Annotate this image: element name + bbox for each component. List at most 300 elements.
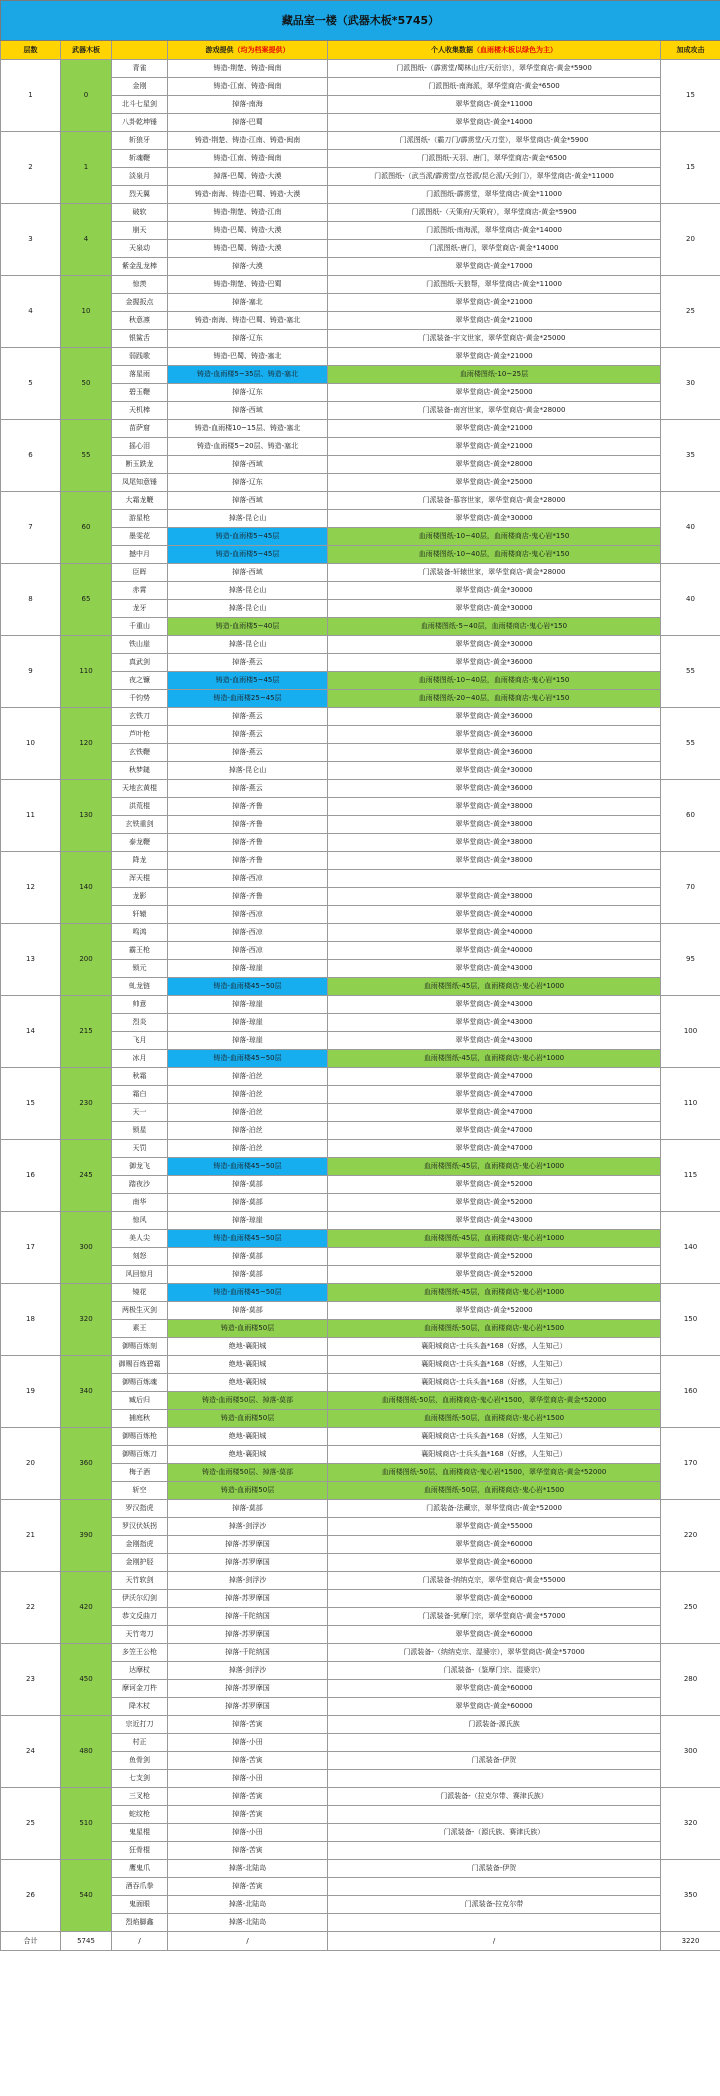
weapon-name: 撼中月	[112, 546, 168, 564]
personal-source	[328, 1842, 661, 1860]
weapon-name: 臣晖	[112, 564, 168, 582]
game-source: 掉落-苦寅	[168, 1842, 328, 1860]
personal-source: 门派装备-法藏宗，翠华堂商店-黄金*52000	[328, 1500, 661, 1518]
game-source: 掉落-剑浮沙	[168, 1518, 328, 1536]
weapon-name: 宗近打刀	[112, 1716, 168, 1734]
board-cell: 50	[61, 348, 112, 420]
weapon-name: 达摩杖	[112, 1662, 168, 1680]
header-game-label: 游戏提供	[205, 45, 234, 54]
personal-source: 翠华堂商店-黄金*47000	[328, 1104, 661, 1122]
game-source: 掉落-苏罗摩国	[168, 1536, 328, 1554]
weapon-name: 斩空	[112, 1482, 168, 1500]
personal-source: 翠华堂商店-黄金*38000	[328, 816, 661, 834]
level-cell: 23	[1, 1644, 61, 1716]
game-source: 掉落-琼崖	[168, 1212, 328, 1230]
weapon-name: 风回惊月	[112, 1266, 168, 1284]
weapon-name: 蛇纹枪	[112, 1806, 168, 1824]
personal-source: 门派装备-犹摩门宗，翠华堂商店-黄金*57000	[328, 1608, 661, 1626]
weapon-name: 鬼面眼	[112, 1896, 168, 1914]
board-cell: 390	[61, 1500, 112, 1572]
table-row	[1, 780, 720, 798]
personal-source: 翠华堂商店-黄金*52000	[328, 1194, 661, 1212]
board-cell: 215	[61, 996, 112, 1068]
personal-source: 翠华堂商店-黄金*21000	[328, 348, 661, 366]
game-source: 铸造-南海、铸造-巴蜀、铸造-大漠	[168, 186, 328, 204]
personal-source: 翠华堂商店-黄金*36000	[328, 744, 661, 762]
game-source: 绝地-襄阳城	[168, 1356, 328, 1374]
game-source: 掉落-西域	[168, 492, 328, 510]
personal-source: 翠华堂商店-黄金*38000	[328, 834, 661, 852]
game-source: 掉落-莫部	[168, 1302, 328, 1320]
personal-source: 翠华堂商店-黄金*60000	[328, 1626, 661, 1644]
attack-cell: 220	[661, 1500, 720, 1572]
weapon-name: 鹰鬼爪	[112, 1860, 168, 1878]
table-row	[1, 708, 720, 726]
weapon-name: 锁元	[112, 960, 168, 978]
board-cell: 510	[61, 1788, 112, 1860]
game-source: 掉落-西凉	[168, 906, 328, 924]
personal-source	[328, 1914, 661, 1932]
level-cell: 19	[1, 1356, 61, 1428]
game-source: 掉落-齐鲁	[168, 798, 328, 816]
board-cell: 55	[61, 420, 112, 492]
weapon-name: 真武剑	[112, 654, 168, 672]
personal-source: 门派图纸-（天策府/天策府），翠华堂商店-黄金*5900	[328, 204, 661, 222]
attack-cell: 15	[661, 60, 720, 132]
personal-source: 翠华堂商店-黄金*43000	[328, 1212, 661, 1230]
table-row	[1, 1644, 720, 1662]
weapon-name: 千钧势	[112, 690, 168, 708]
page-title: 藏品室一楼（武器木板*5745）	[1, 1, 720, 41]
personal-source: 门派装备-慕容世家，翠华堂商店-黄金*28000	[328, 492, 661, 510]
personal-source: 血雨楼图纸-50层，血雨楼商店-鬼心岩*1500	[328, 1410, 661, 1428]
weapon-name: 轩辕	[112, 906, 168, 924]
table-row	[1, 420, 720, 438]
weapon-name: 三叉枪	[112, 1788, 168, 1806]
personal-source: 翠华堂商店-黄金*55000	[328, 1518, 661, 1536]
weapon-name: 金刚护胫	[112, 1554, 168, 1572]
weapon-name: 美人尖	[112, 1230, 168, 1248]
personal-source: 翠华堂商店-黄金*40000	[328, 924, 661, 942]
game-source: 掉落-昆仑山	[168, 762, 328, 780]
attack-cell: 140	[661, 1212, 720, 1284]
personal-source: 翠华堂商店-黄金*43000	[328, 1014, 661, 1032]
personal-source: 血雨楼图纸-10~25层	[328, 366, 661, 384]
game-source: 铸造-血雨楼45~50层	[168, 978, 328, 996]
weapon-name: 苗萨窟	[112, 420, 168, 438]
game-source: 绝地-襄阳城	[168, 1446, 328, 1464]
game-source: 铸造-血雨楼5~45层	[168, 672, 328, 690]
game-source: 掉落-莫部	[168, 1176, 328, 1194]
table-row	[1, 1140, 720, 1158]
board-cell: 110	[61, 636, 112, 708]
game-source: 掉落-琼崖	[168, 996, 328, 1014]
weapon-name: 游星枪	[112, 510, 168, 528]
weapon-name: 鱼骨剑	[112, 1752, 168, 1770]
level-cell: 26	[1, 1860, 61, 1932]
personal-source: 翠华堂商店-黄金*11000	[328, 96, 661, 114]
weapon-name: 龙牙	[112, 600, 168, 618]
game-source: 铸造-血雨楼10~15层、铸造-塞北	[168, 420, 328, 438]
personal-source: 翠华堂商店-黄金*47000	[328, 1068, 661, 1086]
game-source: 掉落-苦寅	[168, 1878, 328, 1896]
personal-source: 翠华堂商店-黄金*25000	[328, 384, 661, 402]
footer-game: /	[168, 1932, 328, 1951]
personal-source: 门派装备-轩辕世家，翠华堂商店-黄金*28000	[328, 564, 661, 582]
weapon-name: 碧玉鞭	[112, 384, 168, 402]
personal-source: 血雨楼图纸-50层，血雨楼商店-鬼心岩*1500，翠华堂商店-黄金*52000	[328, 1464, 661, 1482]
personal-source: 门派图纸-天羽、唐门，翠华堂商店-黄金*6500	[328, 150, 661, 168]
personal-source: 翠华堂商店-黄金*21000	[328, 294, 661, 312]
personal-source: 血雨楼图纸-45层，血雨楼商店-鬼心岩*1000	[328, 1158, 661, 1176]
personal-source: 门派装备-（纳纳克宗、湿婆宗），翠华堂商店-黄金*57000	[328, 1644, 661, 1662]
attack-cell: 40	[661, 564, 720, 636]
personal-source: 门派装备-纳纳克宗，翠华堂商店-黄金*55000	[328, 1572, 661, 1590]
game-source: 掉落-剑浮沙	[168, 1572, 328, 1590]
weapon-name: 秋意凛	[112, 312, 168, 330]
game-source: 掉落-苏罗摩国	[168, 1698, 328, 1716]
footer-personal: /	[328, 1932, 661, 1951]
personal-source: 翠华堂商店-黄金*21000	[328, 312, 661, 330]
attack-cell: 55	[661, 636, 720, 708]
weapon-name: 飞月	[112, 1032, 168, 1050]
weapon-name: 镜花	[112, 1284, 168, 1302]
game-source: 掉落-苏罗摩国	[168, 1680, 328, 1698]
weapon-name: 玄铁刀	[112, 708, 168, 726]
weapon-name: 烈炎	[112, 1014, 168, 1032]
game-source: 掉落-齐鲁	[168, 852, 328, 870]
game-source: 掉落-琼崖	[168, 1014, 328, 1032]
personal-source: 翠华堂商店-黄金*36000	[328, 726, 661, 744]
game-source: 掉落-苦寅	[168, 1806, 328, 1824]
personal-source: 门派装备-源氏族	[328, 1716, 661, 1734]
game-source: 铸造-血雨楼5~35层、铸造-塞北	[168, 366, 328, 384]
personal-source: 翠华堂商店-黄金*43000	[328, 996, 661, 1014]
weapon-name: 天竹软剑	[112, 1572, 168, 1590]
personal-source: 门派装备-（拉克尔带、赛津氏族）	[328, 1788, 661, 1806]
weapon-name: 泰龙鞭	[112, 834, 168, 852]
table-row	[1, 924, 720, 942]
game-source: 铸造-血雨楼45~50层	[168, 1050, 328, 1068]
personal-source: 翠华堂商店-黄金*14000	[328, 114, 661, 132]
board-cell: 1	[61, 132, 112, 204]
header-game-note: （均为档案提供）	[233, 45, 290, 54]
weapon-name: 刻怒	[112, 1248, 168, 1266]
attack-cell: 35	[661, 420, 720, 492]
personal-source: 翠华堂商店-黄金*17000	[328, 258, 661, 276]
header-personal-label: 个人收集数据	[431, 45, 473, 54]
table-row	[1, 1212, 720, 1230]
attack-cell: 115	[661, 1140, 720, 1212]
footer-label: 合计	[1, 1932, 61, 1951]
footer-weapon: /	[112, 1932, 168, 1951]
game-source: 铸造-血雨楼25~45层	[168, 690, 328, 708]
personal-source: 翠华堂商店-黄金*60000	[328, 1698, 661, 1716]
game-source: 掉落-莫部	[168, 1266, 328, 1284]
weapon-name: 铁山崖	[112, 636, 168, 654]
personal-source: 门派装备-（源氏族、赛津氏族）	[328, 1824, 661, 1842]
header-board: 武器木板	[61, 41, 112, 60]
board-cell: 300	[61, 1212, 112, 1284]
table-row	[1, 132, 720, 150]
game-source: 铸造-南海、铸造-巴蜀、铸造-塞北	[168, 312, 328, 330]
weapon-name: 洪荒棍	[112, 798, 168, 816]
personal-source: 血雨楼图纸-50层，血雨楼商店-鬼心岩*1500	[328, 1482, 661, 1500]
weapon-name: 断玉跌龙	[112, 456, 168, 474]
header-row	[1, 41, 720, 60]
header-personal	[328, 41, 661, 60]
game-source: 掉落-西凉	[168, 942, 328, 960]
personal-source: 襄阳城商店-士兵头盔*168（好感，人生知己）	[328, 1356, 661, 1374]
weapon-name: 破软	[112, 204, 168, 222]
weapon-name: 御赐百炼碧霜	[112, 1356, 168, 1374]
weapon-name: 金刚	[112, 78, 168, 96]
personal-source: 襄阳城商店-士兵头盔*168（好感，人生知己）	[328, 1338, 661, 1356]
game-source: 掉落-苦寅	[168, 1752, 328, 1770]
game-source: 掉落-泊丝	[168, 1140, 328, 1158]
weapon-name: 大霜龙鞭	[112, 492, 168, 510]
board-cell: 200	[61, 924, 112, 996]
personal-source	[328, 1878, 661, 1896]
personal-source: 翠华堂商店-黄金*47000	[328, 1140, 661, 1158]
personal-source: 血雨楼图纸-45层，血雨楼商店-鬼心岩*1000	[328, 1284, 661, 1302]
personal-source: 翠华堂商店-黄金*52000	[328, 1248, 661, 1266]
weapon-name: 秋霜	[112, 1068, 168, 1086]
game-source: 铸造-血雨楼5~45层	[168, 528, 328, 546]
footer-row	[1, 1932, 720, 1951]
weapon-name: 御赐百炼刻	[112, 1338, 168, 1356]
game-source: 掉落-南海	[168, 96, 328, 114]
personal-source: 翠华堂商店-黄金*30000	[328, 762, 661, 780]
table-row	[1, 1356, 720, 1374]
game-source: 掉落-苦寅	[168, 1788, 328, 1806]
table-row	[1, 996, 720, 1014]
game-source: 绝地-襄阳城	[168, 1374, 328, 1392]
attack-cell: 320	[661, 1788, 720, 1860]
table-row	[1, 1788, 720, 1806]
game-source: 铸造-巴蜀、铸造-塞北	[168, 348, 328, 366]
level-cell: 21	[1, 1500, 61, 1572]
game-source: 掉落-泊丝	[168, 1086, 328, 1104]
game-source: 掉落-燕云	[168, 726, 328, 744]
game-source: 掉落-西凉	[168, 924, 328, 942]
game-source: 掉落-辽东	[168, 384, 328, 402]
table-row	[1, 852, 720, 870]
personal-source: 门派装备-伊贺	[328, 1860, 661, 1878]
personal-source: 翠华堂商店-黄金*40000	[328, 942, 661, 960]
board-cell: 245	[61, 1140, 112, 1212]
weapon-name: 恭文反曲刀	[112, 1608, 168, 1626]
table-row	[1, 1572, 720, 1590]
game-source: 铸造-血雨楼5~20层、铸造-塞北	[168, 438, 328, 456]
game-source: 掉落-辽东	[168, 330, 328, 348]
personal-source: 血雨楼图纸-20~40层，血雨楼商店-鬼心岩*150	[328, 690, 661, 708]
header-weapon	[112, 41, 168, 60]
game-source: 铸造-巴蜀、铸造-大漠	[168, 222, 328, 240]
game-source: 掉落-琼崖	[168, 960, 328, 978]
weapon-name: 踏夜沙	[112, 1176, 168, 1194]
weapon-name: 金握扳点	[112, 294, 168, 312]
weapon-name: 霜白	[112, 1086, 168, 1104]
weapon-name: 芦叶枪	[112, 726, 168, 744]
attack-cell: 25	[661, 276, 720, 348]
game-source: 掉落-苏罗摩国	[168, 1590, 328, 1608]
weapon-name: 帅意	[112, 996, 168, 1014]
level-cell: 17	[1, 1212, 61, 1284]
attack-cell: 100	[661, 996, 720, 1068]
game-source: 掉落-巴蜀、铸造-大漠	[168, 168, 328, 186]
weapon-name: 天地玄黄棍	[112, 780, 168, 798]
weapon-name: 御赐百炼刀	[112, 1446, 168, 1464]
weapon-name: 降龙	[112, 852, 168, 870]
game-source: 铸造-血雨楼5~40层	[168, 618, 328, 636]
personal-source: 翠华堂商店-黄金*47000	[328, 1086, 661, 1104]
game-source: 掉落-齐鲁	[168, 888, 328, 906]
game-source: 铸造-血雨楼50层	[168, 1410, 328, 1428]
personal-source: 翠华堂商店-黄金*28000	[328, 456, 661, 474]
attack-cell: 95	[661, 924, 720, 996]
game-source: 掉落-燕云	[168, 708, 328, 726]
game-source: 掉落-泊丝	[168, 1122, 328, 1140]
weapon-name: 天一	[112, 1104, 168, 1122]
weapon-name: 赤霄	[112, 582, 168, 600]
weapon-name: 夜之镰	[112, 672, 168, 690]
weapon-name: 臧后归	[112, 1392, 168, 1410]
personal-source: 血雨楼图纸-10~40层，血雨楼商店-鬼心岩*150	[328, 546, 661, 564]
game-source: 铸造-血雨楼45~50层	[168, 1230, 328, 1248]
personal-source: 门派图纸-南海派，翠华堂商店-黄金*6500	[328, 78, 661, 96]
personal-source: 血雨楼图纸-50层，血雨楼商店-鬼心岩*1500，翠华堂商店-黄金*52000	[328, 1392, 661, 1410]
table-row	[1, 636, 720, 654]
game-source: 铸造-血雨楼50层	[168, 1482, 328, 1500]
attack-cell: 170	[661, 1428, 720, 1500]
weapon-name: 玄铁鞭	[112, 744, 168, 762]
personal-source: 门派图纸-（武当派/霹雳堂/点苍派/昆仑派/天剑门），翠华堂商店-黄金*11000	[328, 168, 661, 186]
attack-cell: 40	[661, 492, 720, 564]
weapon-name: 龙影	[112, 888, 168, 906]
personal-source: 翠华堂商店-黄金*30000	[328, 636, 661, 654]
level-cell: 5	[1, 348, 61, 420]
weapon-name: 天竹弯刀	[112, 1626, 168, 1644]
board-cell: 540	[61, 1860, 112, 1932]
game-source: 掉落-小田	[168, 1770, 328, 1788]
weapon-name: 千重山	[112, 618, 168, 636]
level-cell: 10	[1, 708, 61, 780]
weapon-name: 罗汉指虎	[112, 1500, 168, 1518]
attack-cell: 70	[661, 852, 720, 924]
attack-cell: 300	[661, 1716, 720, 1788]
personal-source: 门派装备-伊贺	[328, 1752, 661, 1770]
game-source: 掉落-昆仑山	[168, 600, 328, 618]
board-cell: 65	[61, 564, 112, 636]
attack-cell: 250	[661, 1572, 720, 1644]
weapon-name: 淡泉月	[112, 168, 168, 186]
board-cell: 340	[61, 1356, 112, 1428]
level-cell: 14	[1, 996, 61, 1068]
weapon-name: 落星雨	[112, 366, 168, 384]
attack-cell: 150	[661, 1284, 720, 1356]
weapon-name: 崩天	[112, 222, 168, 240]
personal-source	[328, 1806, 661, 1824]
game-source: 掉落-泊丝	[168, 1068, 328, 1086]
game-source: 掉落-莫部	[168, 1248, 328, 1266]
personal-source: 翠华堂商店-黄金*36000	[328, 780, 661, 798]
weapon-name: 墨雯花	[112, 528, 168, 546]
weapon-name: 罗汉伏妖拐	[112, 1518, 168, 1536]
weapon-name: 霸王枪	[112, 942, 168, 960]
personal-source: 襄阳城商店-士兵头盔*168（好感，人生知己）	[328, 1428, 661, 1446]
weapon-name: 烈天翼	[112, 186, 168, 204]
level-cell: 15	[1, 1068, 61, 1140]
game-source: 掉落-莫部	[168, 1500, 328, 1518]
personal-source: 门派图纸-（霹雳堂/蜀林山庄/天衍宗），翠华堂商店-黄金*5900	[328, 60, 661, 78]
header-level: 层数	[1, 41, 61, 60]
personal-source: 翠华堂商店-黄金*47000	[328, 1122, 661, 1140]
level-cell: 12	[1, 852, 61, 924]
weapon-name: 天泉动	[112, 240, 168, 258]
weapon-name: 多笠王公枪	[112, 1644, 168, 1662]
game-source: 掉落-北陆岛	[168, 1914, 328, 1932]
personal-source: 门派图纸-（霸刀门/霹雳堂/天刀堂），翠华堂商店-黄金*5900	[328, 132, 661, 150]
table-row	[1, 1500, 720, 1518]
game-source: 铸造-血雨楼5~45层	[168, 546, 328, 564]
level-cell: 16	[1, 1140, 61, 1212]
weapon-name: 凤尾知意锤	[112, 474, 168, 492]
game-source: 掉落-昆仑山	[168, 636, 328, 654]
game-source: 掉落-苦寅	[168, 1716, 328, 1734]
game-source: 掉落-辽东	[168, 474, 328, 492]
weapon-name: 捕庭秋	[112, 1410, 168, 1428]
game-source: 铸造-荆楚、铸造-江南	[168, 204, 328, 222]
table-row	[1, 492, 720, 510]
weapon-name: 天机棒	[112, 402, 168, 420]
personal-source: 翠华堂商店-黄金*36000	[328, 708, 661, 726]
table-row	[1, 1068, 720, 1086]
weapon-name: 南华	[112, 1194, 168, 1212]
game-source: 铸造-血雨楼50层、掉落-莫部	[168, 1392, 328, 1410]
personal-source: 翠华堂商店-黄金*30000	[328, 600, 661, 618]
game-source: 掉落-大漠	[168, 258, 328, 276]
level-cell: 24	[1, 1716, 61, 1788]
weapon-name: 北斗七星剑	[112, 96, 168, 114]
header-personal-note: （血雨楼木板以绿色为主）	[473, 45, 557, 54]
table-row	[1, 1860, 720, 1878]
game-source: 掉落-西域	[168, 456, 328, 474]
game-source: 掉落-塞北	[168, 294, 328, 312]
weapon-name: 金刚指虎	[112, 1536, 168, 1554]
weapon-name: 锁星	[112, 1122, 168, 1140]
game-source: 掉落-巴蜀	[168, 114, 328, 132]
personal-source: 血雨楼图纸-45层，血雨楼商店-鬼心岩*1000	[328, 978, 661, 996]
attack-cell: 350	[661, 1860, 720, 1932]
weapon-name: 惊羡	[112, 276, 168, 294]
level-cell: 6	[1, 420, 61, 492]
personal-source: 翠华堂商店-黄金*25000	[328, 474, 661, 492]
weapon-name: 秋梦鎚	[112, 762, 168, 780]
personal-source: 血雨楼图纸-5~40层，血雨楼商店-鬼心岩*150	[328, 618, 661, 636]
weapon-name: 御龙飞	[112, 1158, 168, 1176]
level-cell: 1	[1, 60, 61, 132]
weapon-name: 紫金乱龙棒	[112, 258, 168, 276]
game-source: 掉落-北陆岛	[168, 1860, 328, 1878]
personal-source: 翠华堂商店-黄金*21000	[328, 420, 661, 438]
game-source: 掉落-苏罗摩国	[168, 1554, 328, 1572]
weapon-name: 斩狼牙	[112, 132, 168, 150]
game-source: 掉落-千陀纳国	[168, 1644, 328, 1662]
personal-source: 襄阳城商店-士兵头盔*168（好感，人生知己）	[328, 1374, 661, 1392]
weapon-name: 降木杖	[112, 1698, 168, 1716]
game-source: 掉落-燕云	[168, 780, 328, 798]
